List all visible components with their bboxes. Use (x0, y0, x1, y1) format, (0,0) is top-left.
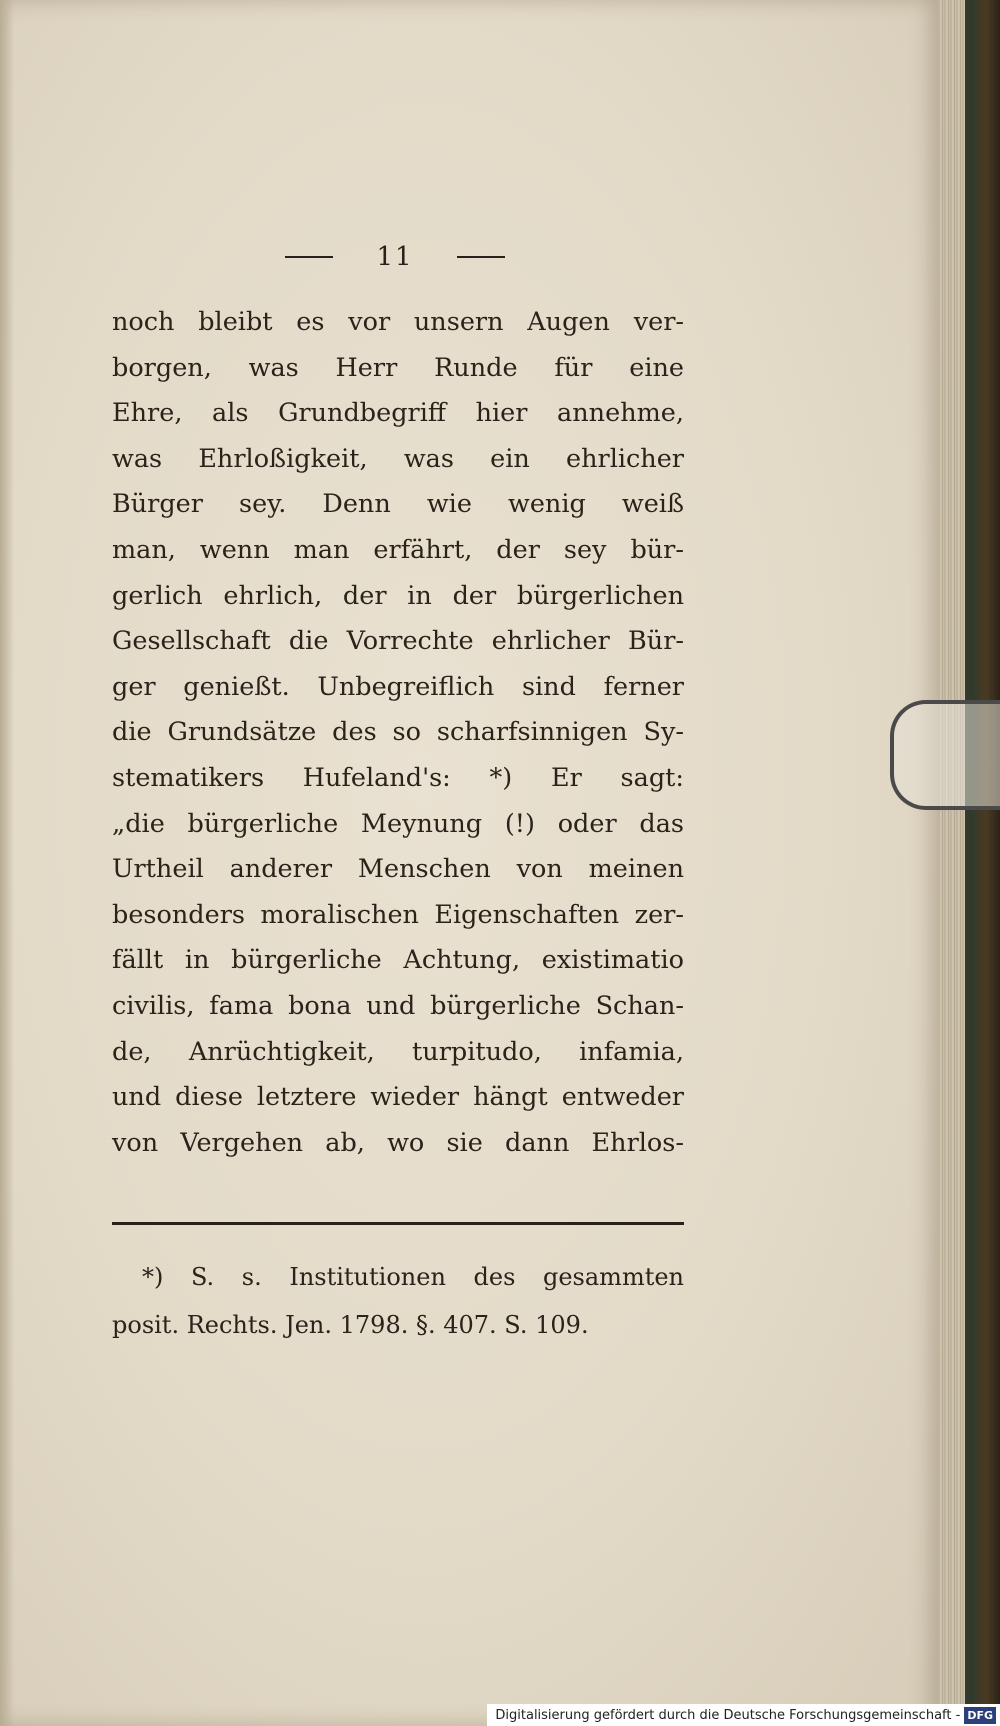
digitization-credit (487, 1704, 1000, 1726)
body-line: Urtheil anderer Menschen von meinen (112, 854, 684, 885)
page-shadow-left (0, 0, 14, 1726)
body-line: fällt in bürgerliche Achtung, existimatio (112, 945, 684, 976)
body-line: stematikers Hufeland's: *) Er sagt: (112, 762, 684, 793)
body-line: Gesellschaft die Vorrechte ehrlicher Bür- (112, 626, 684, 657)
body-line: ger genießt. Unbegreiflich sind ferner (112, 671, 684, 702)
footnote-line: posit. Rechts. Jen. 1798. §. 407. S. 109. (112, 1311, 589, 1339)
body-text (112, 300, 684, 1166)
body-line: besonders moralischen Eigenschaften zer- (112, 899, 684, 930)
body-line: noch bleibt es vor unsern Augen ver- (112, 307, 684, 337)
page-clip (890, 700, 1000, 810)
header-dash-left (285, 256, 333, 258)
footnote-line: *) S. s. Institutionen des gesammten (142, 1263, 684, 1291)
body-line: von Vergehen ab, wo sie dann Ehrlos- (112, 1127, 684, 1158)
body-line: borgen, was Herr Runde für eine (112, 352, 684, 383)
body-line: was Ehrloßigkeit, was ein ehrlicher (112, 443, 684, 474)
body-line: de, Anrüchtigkeit, turpitudo, infamia, (112, 1036, 684, 1067)
page-number: 11 (376, 242, 414, 272)
page-header (285, 242, 505, 272)
body-line: man, wenn man erfährt, der sey bür- (112, 534, 684, 565)
dfg-logo: DFG (964, 1707, 996, 1724)
credit-text: Digitalisierung gefördert durch die Deutsche Forschungsgemeinschaft - (495, 1707, 961, 1723)
body-line: die Grundsätze des so scharfsinnigen Sy- (112, 717, 684, 748)
body-line: und diese letztere wieder hängt entweder (112, 1082, 684, 1113)
body-line: „die bürgerliche Meynung (!) oder das (112, 808, 684, 839)
footnote (112, 1253, 684, 1349)
footnote-rule (112, 1222, 684, 1225)
header-dash-right (457, 256, 505, 258)
body-line: civilis, fama bona und bürgerliche Schan- (112, 990, 684, 1021)
body-line: gerlich ehrlich, der in der bürgerlichen (112, 580, 684, 611)
body-line: Ehre, als Grundbegriff hier annehme, (112, 398, 684, 429)
body-line: Bürger sey. Denn wie wenig weiß (112, 489, 684, 520)
